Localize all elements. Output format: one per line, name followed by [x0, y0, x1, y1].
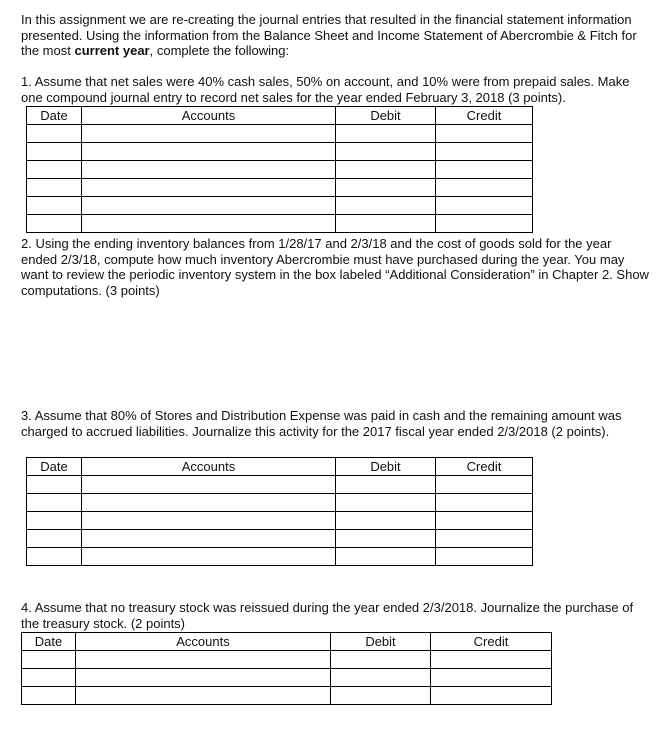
table-row — [27, 125, 533, 143]
table-row — [27, 548, 533, 566]
credit-header: Credit — [436, 458, 533, 476]
credit-cell[interactable] — [436, 530, 533, 548]
credit-cell[interactable] — [436, 215, 533, 233]
table-header-row — [27, 107, 533, 125]
intro-text: In this assignment we are re-creating the journal entries that resulted in the financial statement information presented. Using the information from the Balance Sheet and Income Statement of Abercrombie & Fitch for the most — [21, 12, 637, 58]
table-row — [27, 179, 533, 197]
credit-cell[interactable] — [436, 512, 533, 530]
date-header: Date — [27, 107, 82, 125]
credit-cell[interactable] — [436, 476, 533, 494]
accounts-cell[interactable] — [82, 548, 336, 566]
accounts-cell[interactable] — [82, 179, 336, 197]
table-row — [27, 494, 533, 512]
debit-header: Debit — [336, 458, 436, 476]
date-cell[interactable] — [27, 494, 82, 512]
debit-cell[interactable] — [336, 161, 436, 179]
credit-cell[interactable] — [436, 161, 533, 179]
credit-cell[interactable] — [436, 494, 533, 512]
table-row — [27, 530, 533, 548]
date-cell[interactable] — [27, 125, 82, 143]
debit-header: Debit — [336, 107, 436, 125]
credit-header: Credit — [436, 107, 533, 125]
question-3: 3. Assume that 80% of Stores and Distribution Expense was paid in cash and the remaining amount was charged to accrued liabilities. Journalize this activity for the 2017 fiscal year ended 2/3/2018 (2 points). — [21, 408, 622, 439]
intro-bold-text: current year — [74, 43, 150, 58]
debit-cell[interactable] — [336, 512, 436, 530]
accounts-header: Accounts — [82, 107, 336, 125]
credit-cell[interactable] — [436, 143, 533, 161]
journal-table-3 — [26, 457, 533, 566]
date-cell[interactable] — [27, 512, 82, 530]
accounts-cell[interactable] — [82, 215, 336, 233]
date-cell[interactable] — [22, 669, 76, 687]
question-2: 2. Using the ending inventory balances from 1/28/17 and 2/3/18 and the cost of goods sold for the year ended 2/3/18, compute how much inventory Abercrombie must have purchased during the year. You may want to review the periodic inventory system in the box labeled “Additional Consideration” in Chapter 2. Show computations. (3 points) — [21, 236, 649, 298]
credit-cell[interactable] — [431, 651, 552, 669]
debit-cell[interactable] — [336, 530, 436, 548]
table-header-row — [22, 633, 552, 651]
date-header: Date — [22, 633, 76, 651]
credit-cell[interactable] — [436, 197, 533, 215]
debit-cell[interactable] — [336, 476, 436, 494]
debit-cell[interactable] — [331, 687, 431, 705]
date-cell[interactable] — [27, 179, 82, 197]
debit-cell[interactable] — [336, 125, 436, 143]
intro-paragraph — [21, 12, 651, 59]
debit-header: Debit — [331, 633, 431, 651]
debit-cell[interactable] — [336, 215, 436, 233]
table-header-row — [27, 458, 533, 476]
date-cell[interactable] — [27, 197, 82, 215]
question-4: 4. Assume that no treasury stock was reissued during the year ended 2/3/2018. Journalize the purchase of the treasury stock. (2 points) — [21, 600, 634, 631]
table-row — [27, 143, 533, 161]
table-row — [27, 476, 533, 494]
table-row — [27, 512, 533, 530]
accounts-cell[interactable] — [82, 494, 336, 512]
credit-cell[interactable] — [431, 669, 552, 687]
date-cell[interactable] — [27, 161, 82, 179]
accounts-cell[interactable] — [82, 512, 336, 530]
accounts-cell[interactable] — [82, 530, 336, 548]
table-row — [27, 215, 533, 233]
date-cell[interactable] — [27, 548, 82, 566]
debit-cell[interactable] — [336, 179, 436, 197]
date-cell[interactable] — [22, 687, 76, 705]
credit-header: Credit — [431, 633, 552, 651]
date-cell[interactable] — [27, 143, 82, 161]
table-row — [22, 651, 552, 669]
debit-cell[interactable] — [331, 651, 431, 669]
date-cell[interactable] — [27, 215, 82, 233]
debit-cell[interactable] — [336, 494, 436, 512]
credit-cell[interactable] — [436, 125, 533, 143]
accounts-cell[interactable] — [82, 125, 336, 143]
intro-text-end: , complete the following: — [149, 43, 290, 58]
date-cell[interactable] — [27, 530, 82, 548]
accounts-cell[interactable] — [82, 161, 336, 179]
accounts-cell[interactable] — [76, 687, 331, 705]
accounts-cell[interactable] — [82, 476, 336, 494]
table-row — [22, 669, 552, 687]
accounts-header: Accounts — [82, 458, 336, 476]
journal-table-1 — [26, 106, 533, 233]
journal-table-4 — [21, 632, 552, 705]
credit-cell[interactable] — [436, 179, 533, 197]
question-1: 1. Assume that net sales were 40% cash sales, 50% on account, and 10% were from prepaid sales. Make one compound journal entry to record net sales for the year ended February 3, 2018 (3 points). — [21, 74, 630, 105]
date-header: Date — [27, 458, 82, 476]
debit-cell[interactable] — [336, 548, 436, 566]
debit-cell[interactable] — [336, 197, 436, 215]
debit-cell[interactable] — [331, 669, 431, 687]
credit-cell[interactable] — [431, 687, 552, 705]
date-cell[interactable] — [22, 651, 76, 669]
date-cell[interactable] — [27, 476, 82, 494]
credit-cell[interactable] — [436, 548, 533, 566]
accounts-cell[interactable] — [82, 197, 336, 215]
accounts-cell[interactable] — [76, 669, 331, 687]
table-row — [22, 687, 552, 705]
accounts-header: Accounts — [76, 633, 331, 651]
table-row — [27, 161, 533, 179]
table-row — [27, 197, 533, 215]
accounts-cell[interactable] — [76, 651, 331, 669]
debit-cell[interactable] — [336, 143, 436, 161]
accounts-cell[interactable] — [82, 143, 336, 161]
